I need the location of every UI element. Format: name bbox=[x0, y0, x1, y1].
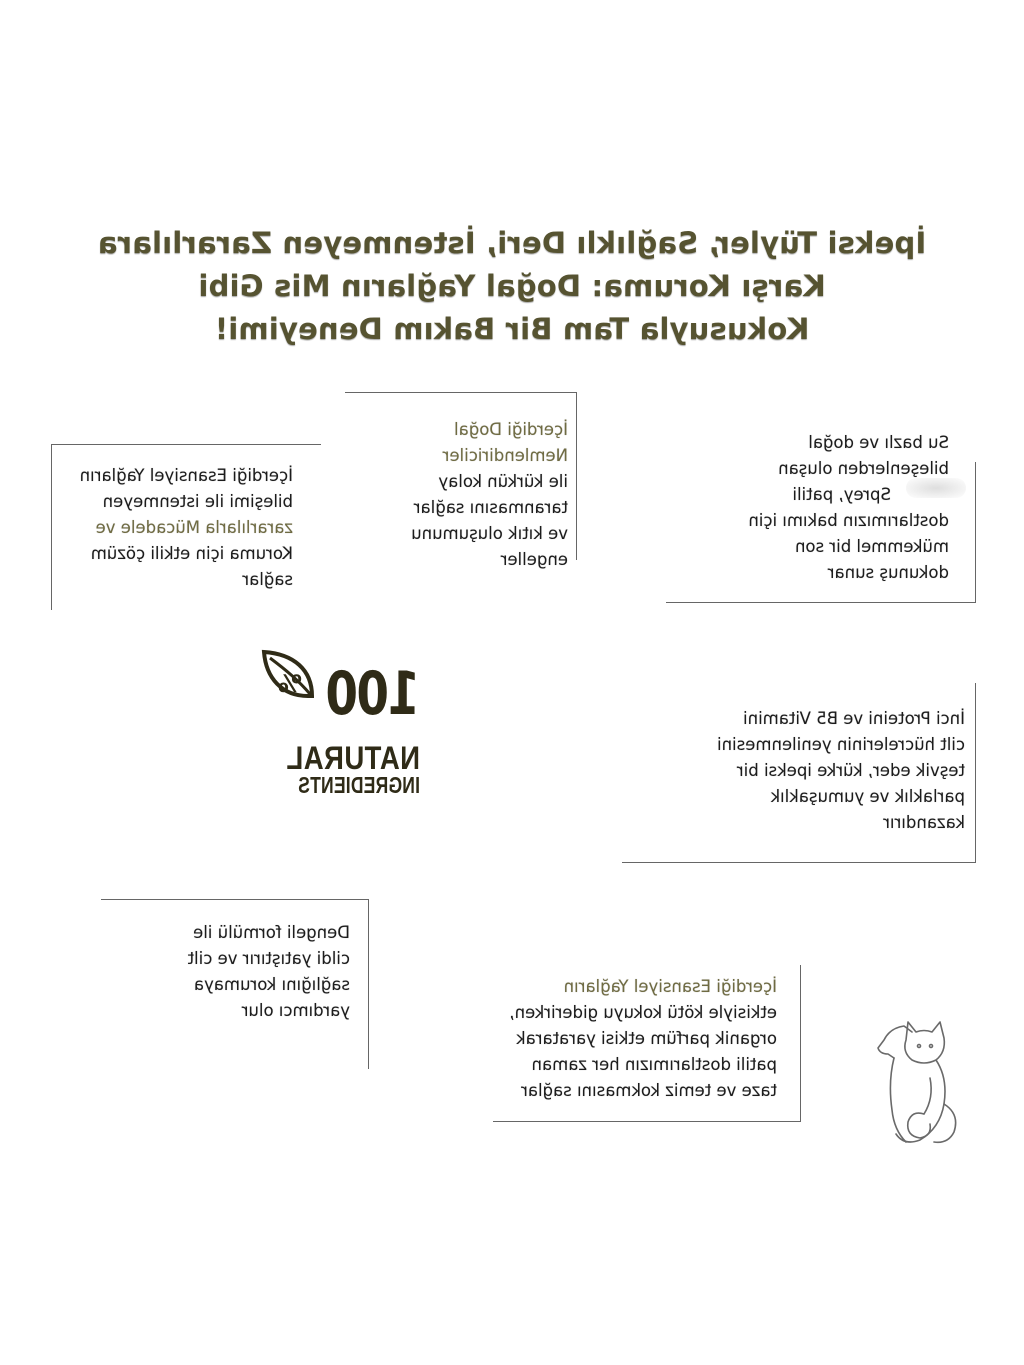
feature-line: cildi yatıştırır ve cilt bbox=[187, 949, 350, 968]
feature-line: kazandırır bbox=[883, 813, 965, 832]
feature-box-essential-oils bbox=[51, 444, 321, 610]
feature-line: bileşenlerden oluşan bbox=[778, 459, 949, 478]
feature-line: etkisiyle kötü kokuyu giderirken, bbox=[509, 1003, 777, 1022]
feature-box-balanced-formula bbox=[101, 899, 369, 1069]
feature-line: İçerdiği Esansiyel Yağların bbox=[79, 466, 293, 485]
feature-line: teşvik eder, kürke ipeksi bir bbox=[736, 761, 965, 780]
logo-number: 100 bbox=[326, 659, 420, 729]
natural-ingredients-logo bbox=[250, 652, 420, 812]
feature-line: Dengeli formülü ile bbox=[193, 923, 350, 942]
headline-line-2: Karşı Koruma: Doğal Yağların Mis Gibi bbox=[198, 269, 826, 303]
feature-line: sağlar bbox=[242, 570, 293, 589]
logo-percent: % bbox=[277, 670, 302, 698]
headline-line-1: İpeksi Tüyler, Sağlıklı Deri, İstenmeyen Zararlılara bbox=[97, 226, 927, 260]
feature-line: bileşimi ile istenmeyen bbox=[102, 492, 293, 511]
feature-line: ve kıtık oluşumunu bbox=[411, 524, 568, 543]
feature-box-moisturizers bbox=[345, 392, 577, 569]
feature-line: zararlılarla Mücadele ve bbox=[95, 518, 293, 537]
smudge-mark bbox=[906, 478, 966, 498]
feature-line: İçerdiği Doğal bbox=[454, 420, 568, 439]
logo-word-ingredients: INGREDIENTS bbox=[298, 772, 420, 798]
feature-line: parlaklık ve yumuşaklık bbox=[770, 787, 965, 806]
feature-line: cilt hücrelerinin yenilenmesini bbox=[717, 735, 965, 754]
headline bbox=[60, 222, 964, 351]
feature-line: taranmasını sağlar bbox=[413, 498, 568, 517]
headline-line-3: Kokusuyla Tam Bir Bakım Deneyimi! bbox=[214, 312, 810, 346]
feature-line: Su bazlı ve doğal bbox=[808, 433, 949, 452]
feature-line: engeller bbox=[500, 550, 568, 569]
feature-line: Sprey, patili bbox=[792, 485, 891, 504]
feature-line: Koruma için etkili çözüm bbox=[90, 544, 293, 563]
feature-line: İçerdiği Esansiyel Yağların bbox=[563, 977, 777, 996]
feature-line: mükemmel bir son bbox=[794, 537, 949, 556]
feature-line: dostlarımızın bakımı için bbox=[748, 511, 949, 530]
feature-line: ile kürkün kolay bbox=[438, 472, 568, 491]
cat-dog-outline-icon bbox=[874, 1018, 964, 1148]
feature-line: taze ve temiz kokmasını sağlar bbox=[521, 1081, 777, 1100]
feature-box-odor-removal bbox=[493, 965, 801, 1122]
feature-line: Nemlendiriciler bbox=[442, 446, 568, 465]
feature-box-pearl-protein bbox=[622, 683, 976, 863]
logo-word-natural: NATURAL bbox=[286, 740, 420, 776]
feature-line: yardımcı olur bbox=[241, 1001, 350, 1020]
feature-line: dokunuş sunar bbox=[827, 563, 949, 582]
feature-line: sağlığını korumaya bbox=[193, 975, 350, 994]
feature-line: organik parfüm etkisi yaratarak bbox=[516, 1029, 777, 1048]
feature-line: İnci Proteini ve B5 Vitamini bbox=[743, 709, 965, 728]
feature-line: patili dostlarımızın her zaman bbox=[531, 1055, 777, 1074]
